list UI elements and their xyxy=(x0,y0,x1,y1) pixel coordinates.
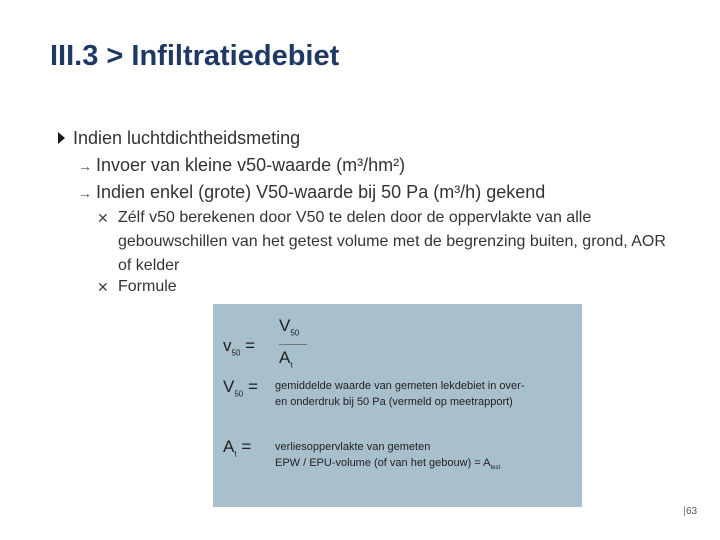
numerator-subscript: 50 xyxy=(290,328,300,338)
definition-symbol-letter: V xyxy=(223,377,235,396)
definition-symbol xyxy=(223,377,258,398)
formula-equals: = xyxy=(245,336,256,355)
page-number: 63 xyxy=(686,506,698,517)
definition-line: gemiddelde waarde van gemeten lekdebiet in over- xyxy=(275,380,525,392)
denominator-symbol: A xyxy=(279,348,291,367)
definition-text xyxy=(275,378,525,410)
fraction-bar xyxy=(279,344,307,345)
definition-line: en onderdruk bij 50 Pa (vermeld op meetrapport) xyxy=(275,396,513,408)
bullet-level3-item: Formule xyxy=(118,278,177,295)
formula-numerator xyxy=(279,316,299,337)
numerator-symbol: V xyxy=(279,316,291,335)
definition-symbol xyxy=(223,437,251,458)
arrow-right-icon: → xyxy=(78,158,92,174)
definition-text xyxy=(275,439,500,476)
definition-line-text: EPW / EPU-volume (of van het gebouw) = A xyxy=(275,457,491,469)
page-number-divider xyxy=(684,506,685,516)
slide-title: III.3 > Infiltratiedebiet xyxy=(50,40,340,72)
bullet-level2-item: Indien enkel (grote) V50-waarde bij 50 Pa (m³/h) gekend xyxy=(96,182,546,202)
definition-symbol-subscript: 50 xyxy=(234,389,244,399)
formula-lhs-symbol: v xyxy=(223,336,232,355)
definition-line-subscript: test xyxy=(490,465,501,472)
definition-line xyxy=(275,455,500,476)
triangle-right-icon xyxy=(58,132,65,144)
formula-denominator xyxy=(279,348,293,369)
denominator-subscript: t xyxy=(290,360,293,370)
definition-equals: = xyxy=(247,377,258,396)
definition-equals: = xyxy=(241,437,252,456)
definition-symbol-letter: A xyxy=(223,437,235,456)
formula-lhs xyxy=(223,336,255,357)
definition-symbol-subscript: t xyxy=(234,449,237,459)
arrow-right-icon: → xyxy=(78,185,92,201)
cross-icon: ✕ xyxy=(97,279,109,295)
bullet-level2-item: Invoer van kleine v50-waarde (m³/hm²) xyxy=(96,155,406,175)
cross-icon: ✕ xyxy=(97,210,109,226)
formula-lhs-subscript: 50 xyxy=(231,348,241,358)
definition-line: verliesoppervlakte van gemeten xyxy=(275,441,431,453)
bullet-level3-item: Zélf v50 berekenen door V50 te delen door de oppervlakte van alle gebouwschillen van het getest volume met de begrenzing buiten, grond, AOR of kelder xyxy=(118,209,666,274)
formula-image xyxy=(213,304,582,507)
bullet-level1: Indien luchtdichtheidsmeting xyxy=(73,128,301,148)
